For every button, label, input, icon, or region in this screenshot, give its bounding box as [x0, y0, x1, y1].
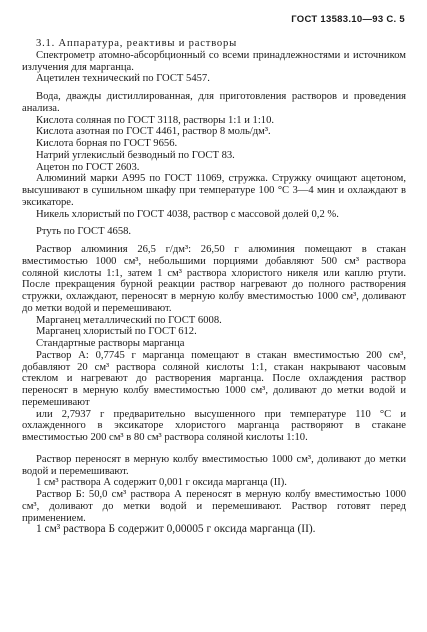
paragraph: Марганец хлористый по ГОСТ 612. [36, 326, 197, 338]
section-heading: 3.1. Аппаратура, реактивы и растворы [36, 38, 238, 49]
paragraph: Раствор переносят в мерную колбу вместимостью 1000 см³, доливают до метки водой и перемешивают. [22, 453, 406, 477]
page-header: ГОСТ 13583.10—93 С. 5 [291, 14, 405, 25]
paragraph: Кислота борная по ГОСТ 9656. [36, 138, 178, 149]
paragraph: Марганец металлический по ГОСТ 6008. [36, 314, 222, 326]
paragraph: Раствор Б: 50,0 см³ раствора А переносят в мерную колбу вместимостью 1000 см³, доливают до метки водой и перемешивают. Раствор готовят перед применением. [22, 489, 406, 524]
paragraph: 1 см³ раствора Б содержит 0,00005 г оксида марганца (II). [36, 523, 316, 536]
paragraph: 1 см³ раствора А содержит 0,001 г оксида марганца (II). [36, 477, 287, 489]
paragraph: Ртуть по ГОСТ 4658. [36, 226, 132, 238]
paragraph: Ацетон по ГОСТ 2603. [36, 161, 140, 173]
paragraph: Раствор А: 0,7745 г марганца помещают в стакан вместимостью 200 см³, добавляют 20 см³ раствора соляной кислоты 1:1, стакан накрывают часовым стеклом и нагревают до растворения марганца. После охлаждения раствор переносят в мерную колбу вместимостью 1000 см³, доливают до метки водой и перемешивают [22, 349, 406, 408]
paragraph: Натрий углекислый безводный по ГОСТ 83. [36, 149, 235, 161]
paragraph: Кислота азотная по ГОСТ 4461, раствор 8 моль/дм³. [36, 126, 271, 138]
paragraph: Кислота соляная по ГОСТ 3118, растворы 1:1 и 1:10. [36, 114, 275, 126]
document-body [22, 38, 406, 536]
paragraph: Вода, дважды дистиллированная, для приготовления растворов и проведения анализа. [22, 91, 406, 114]
paragraph: Никель хлористый по ГОСТ 4038, раствор с массовой долей 0,2 %. [36, 208, 339, 220]
paragraph: Алюминий марки А995 по ГОСТ 11069, стружка. Стружку очищают ацетоном, высушивают в сушильном шкафу при температуре 100 °С 3—4 мин и охлаждают в эксикаторе. [22, 173, 406, 208]
paragraph: Ацетилен технический по ГОСТ 5457. [36, 73, 210, 85]
paragraph: Раствор алюминия 26,5 г/дм³: 26,50 г алюминия помещают в стакан вместимостью 1000 см³, небольшими порциями добавляют 500 см³ раствора соляной кислоты 1:1, затем 1 см³ раствора хлористого никеля или каплю ртути. После прекращения бурной реакции раствор нагревают до полного растворения стружки, охлаждают, переносят в мерную колбу вместимостью 1000 см³, доливают до метки водой и перемешивают. [22, 244, 406, 314]
subheading: Стандартные растворы марганца [36, 338, 185, 349]
paragraph: Спектрометр атомно-абсорбционный со всеми принадлежностями и источником излучения для марганца. [22, 49, 406, 73]
paragraph: или 2,7937 г предварительно высушенного при температуре 110 °С и охлажденного в эксикаторе хлористого марганца растворяют в стакане вместимостью 200 см³ в 80 см³ раствора соляной кислоты 1:10. [22, 408, 406, 443]
